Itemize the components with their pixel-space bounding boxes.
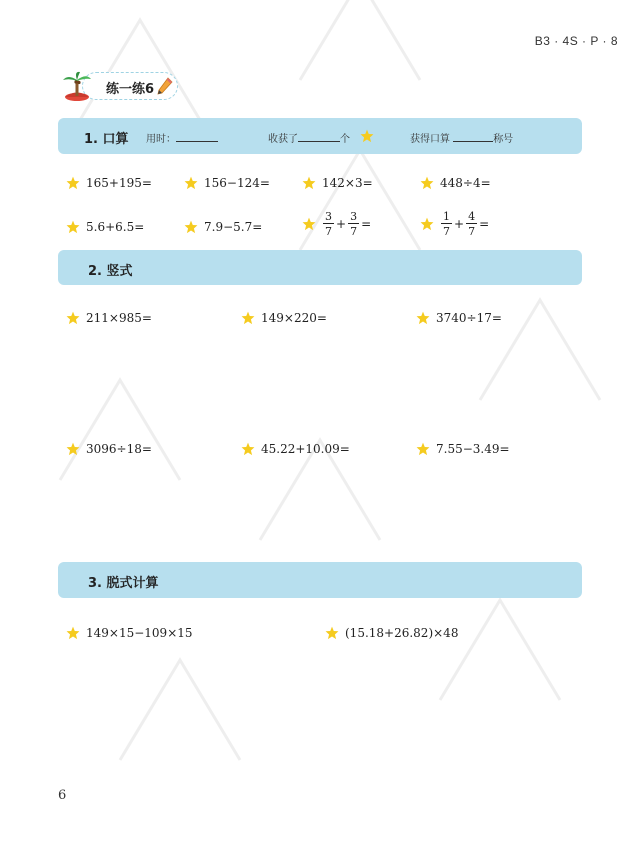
fraction: $\frac{3}{7}$: [350, 210, 358, 238]
star-icon: [416, 442, 430, 456]
star-icon: [184, 220, 198, 234]
problem: [325, 626, 458, 640]
star-icon: [420, 217, 434, 231]
time-label: 用时：: [146, 130, 218, 145]
star-icon: [416, 311, 430, 325]
star-icon: [302, 176, 316, 190]
problem-text: 149×220=: [261, 311, 327, 325]
problem-text: 165+195=: [86, 176, 152, 190]
fraction: $\frac{3}{7}$: [325, 210, 332, 238]
problem: [184, 176, 270, 190]
star-icon: [66, 311, 80, 325]
fraction-problem: $\frac{3}{7}$ + $\frac{3}{7}$ =: [302, 211, 372, 237]
page-number: 6: [58, 788, 67, 803]
star-icon: [241, 311, 255, 325]
problem: [66, 311, 152, 325]
time-blank[interactable]: [176, 131, 218, 142]
star-icon: [66, 442, 80, 456]
problem: [416, 442, 510, 456]
problem-text: 5.6+6.5=: [86, 220, 145, 234]
star-icon: [66, 626, 80, 640]
problem: [420, 176, 491, 190]
problem-text: 149×15−109×15: [86, 626, 193, 640]
section-title: 1. 口算: [84, 132, 129, 147]
document-code: B3 · 4S · P · 8: [534, 34, 618, 48]
fraction: $\frac{1}{7}$: [443, 210, 450, 238]
section-title: 3. 脱式计算: [88, 576, 159, 591]
star-icon: [241, 442, 255, 456]
problem-text: 156−124=: [204, 176, 270, 190]
harvest-blank[interactable]: [298, 131, 340, 142]
problem: [66, 626, 193, 640]
problem: [66, 220, 144, 234]
star-icon: [66, 176, 80, 190]
exercise-badge: [60, 70, 178, 102]
harvest-label: 收获了 个: [268, 130, 350, 145]
palm-tree-island-icon: [60, 70, 94, 102]
problem-text: 45.22+10.09=: [261, 442, 350, 456]
section-step-calc-banner: [58, 562, 582, 598]
problem: [66, 442, 152, 456]
award-label: 获得口算 称号: [410, 130, 513, 145]
problem-text: 3096÷18=: [86, 442, 152, 456]
problem: [416, 311, 502, 325]
star-icon: [325, 626, 339, 640]
problem: [302, 176, 373, 190]
star-icon: [420, 176, 434, 190]
star-icon: [360, 129, 374, 143]
fraction: $\frac{4}{7}$: [468, 210, 476, 238]
section-oral-calc-banner: [58, 118, 582, 154]
section-vertical-calc-banner: [58, 250, 582, 285]
problem-text: 7.55−3.49=: [436, 442, 510, 456]
pencil-icon: [156, 76, 174, 96]
problem: [184, 220, 262, 234]
star-icon: [184, 176, 198, 190]
problem-text: 3740÷17=: [436, 311, 502, 325]
problem-text: 7.9−5.7=: [204, 220, 263, 234]
fraction-problem: $\frac{1}{7}$ + $\frac{4}{7}$ =: [420, 211, 490, 237]
star-icon: [66, 220, 80, 234]
problem-text: 211×985=: [86, 311, 152, 325]
problem-text: 448÷4=: [440, 176, 491, 190]
problem: [241, 311, 327, 325]
problem-text: (15.18+26.82)×48: [345, 626, 459, 640]
star-icon: [302, 217, 316, 231]
problem: [66, 176, 152, 190]
badge-title: 练一练6: [106, 82, 155, 97]
problem: [241, 442, 350, 456]
award-blank[interactable]: [453, 131, 493, 142]
problem-text: 142×3=: [322, 176, 373, 190]
section-title: 2. 竖式: [88, 264, 133, 279]
